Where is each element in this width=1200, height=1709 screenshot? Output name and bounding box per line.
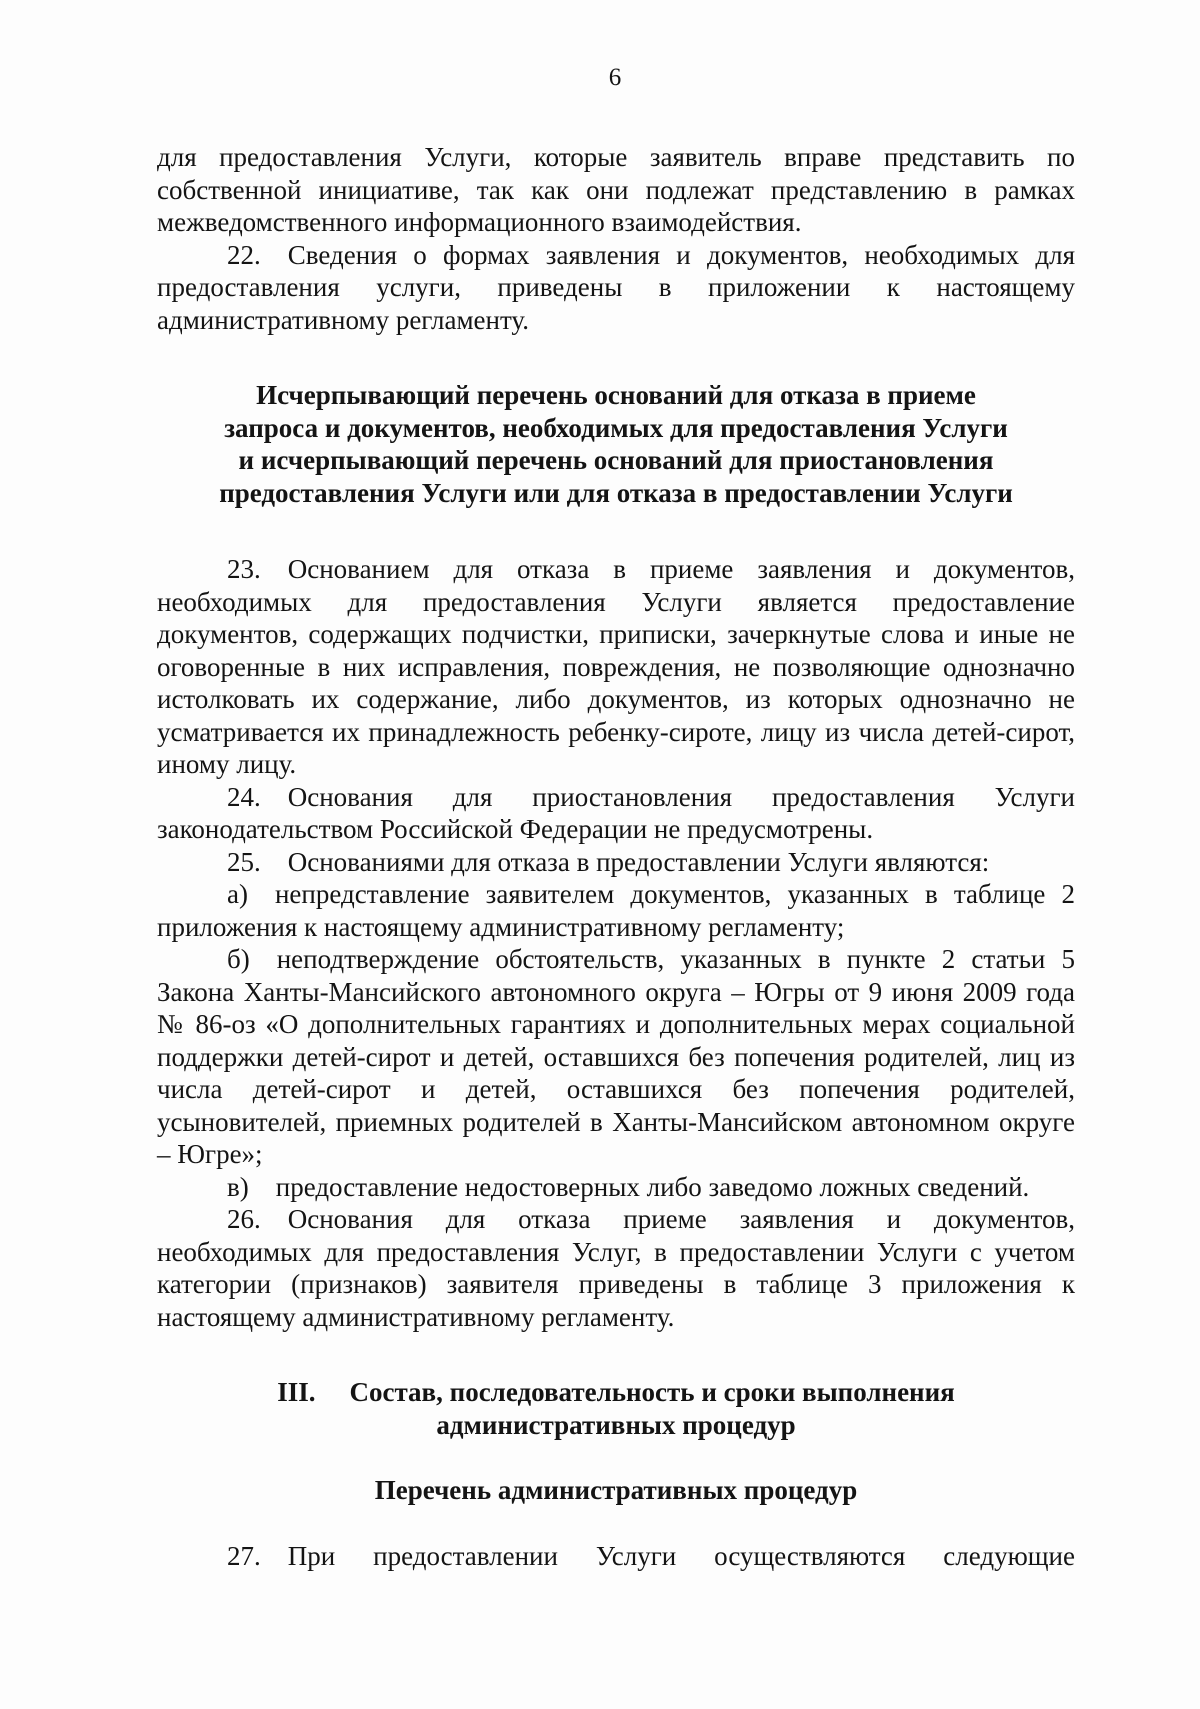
heading-line: и исчерпывающий перечень оснований для приостановления — [238, 445, 994, 475]
paragraph-26: 26. Основания для отказа приеме заявления и документов, необходимых для предоставления Услуг, в предоставлении Услуги с учетом категории (признаков) заявителя приведены в таблице 3 приложения к настоящему административному регламенту. — [157, 1204, 1075, 1332]
section-heading-refusal-grounds — [157, 379, 1075, 509]
heading-line: административных процедур — [436, 1409, 796, 1440]
section-heading-iii — [157, 1376, 1075, 1441]
paragraph-24: 24. Основания для приостановления предоставления Услуги законодательством Российской Федерации не предусмотрены. — [157, 781, 1075, 844]
paragraph-25-b: б) неподтверждение обстоятельств, указанных в пункте 2 статьи 5 Закона Ханты-Мансийского автономного округа – Югры от 9 июня 2009 года № 86-оз «О дополнительных гарантиях и дополнительных мерах социальной поддержки детей-сирот и детей, оставшихся без попечения родителей, лиц из числа детей-сирот и детей, оставшихся без попечения родителей, усыновителей, приемных родителей в Ханты-Мансийском автономном округе – Югре»; — [157, 944, 1075, 1169]
paragraph-25: 25. Основаниями для отказа в предоставлении Услуги являются: — [227, 846, 990, 877]
paragraph-23: 23. Основанием для отказа в приеме заявления и документов, необходимых для предоставления Услуги является предоставление документов, содержащих подчистки, приписки, зачеркнутые слова и иные не оговоренные в них исправления, повреждения, не позволяющие однозначно истолковать их содержание, либо документов, из которых однозначно не усматривается их принадлежность ребенку-сироте, лицу из числа детей-сирот, иному лицу. — [157, 554, 1075, 779]
heading-line: запроса и документов, необходимых для предоставления Услуги — [224, 412, 1008, 443]
paragraph-25-a: а) непредставление заявителем документов, указанных в таблице 2 приложения к настоящему административному регламенту; — [157, 879, 1075, 942]
heading-line: Исчерпывающий перечень оснований для отказа в приеме — [256, 380, 976, 410]
section-roman-numeral: III. — [277, 1377, 316, 1407]
heading-line: Состав, последовательность и сроки выполнения — [349, 1377, 955, 1407]
subsection-heading-procedures: Перечень административных процедур — [374, 1475, 858, 1505]
heading-line: предоставления Услуги или для отказа в предоставлении Услуги — [219, 477, 1013, 508]
paragraph-22: 22. Сведения о формах заявления и документов, необходимых для предоставления услуги, приведены в приложении к настоящему административному регламенту. — [157, 239, 1075, 335]
document-body — [157, 141, 1075, 1572]
page-number: 6 — [608, 64, 622, 91]
paragraph-25-v: в) предоставление недостоверных либо заведомо ложных сведений. — [227, 1171, 1030, 1202]
paragraph-27: 27. При предоставлении Услуги осуществляются следующие — [227, 1540, 1075, 1571]
paragraph-continuation: для предоставления Услуги, которые заявитель вправе представить по собственной инициативе, так как они подлежат представлению в рамках межведомственного информационного взаимодействия. — [157, 142, 1075, 237]
